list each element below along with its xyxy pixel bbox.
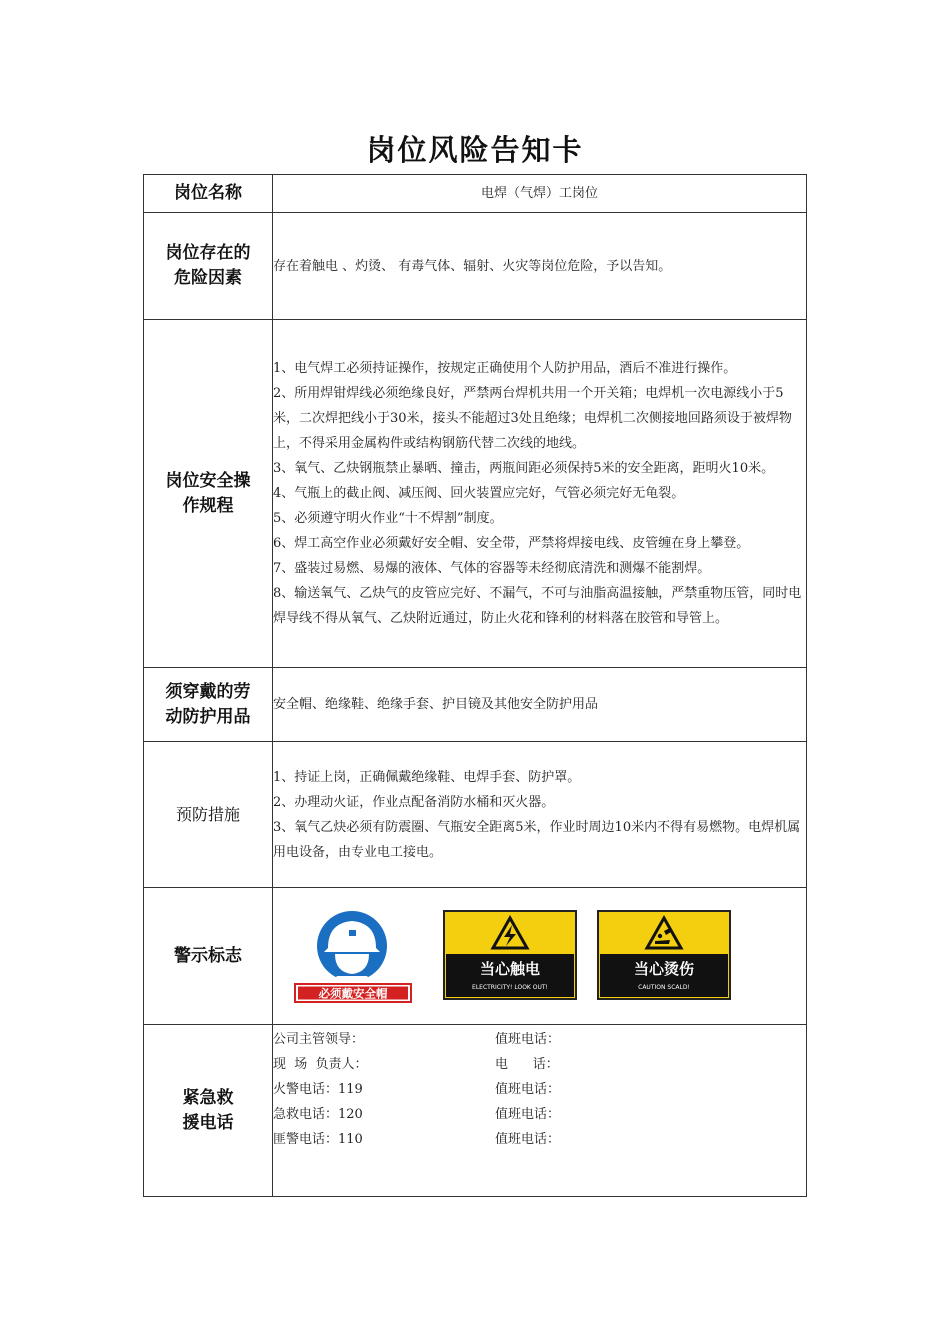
row-hazards [144, 213, 807, 320]
contact-right: 值班电话： [495, 1132, 561, 1147]
prevention-item: 2、办理动火证，作业点配备消防水桶和灭火器。 [273, 794, 555, 810]
contact-row [273, 1127, 806, 1152]
procedure-item: 6、焊工高空作业必须戴好安全帽、安全带，严禁将焊接电线、皮管缠在身上攀登。 [273, 536, 750, 551]
prevention-item: 1、持证上岗，正确佩戴绝缘鞋、电焊手套、防护罩。 [273, 769, 581, 785]
prevention-label [144, 742, 273, 888]
procedure-item: 8、输送氧气、乙炔气的皮管应完好、不漏气，不可与油脂高温接触，严禁重物压管，同时电焊导线不得从氧气、乙炔附近通过，防止火花和锋利的材料落在胶管和导管上。 [273, 586, 802, 626]
prevention-label-text: 预防措施 [175, 805, 240, 824]
ppe-label [144, 668, 273, 742]
scald-sign-text: 当心烫伤 [633, 960, 695, 978]
emergency-label-text: 紧急救援电话 [182, 1087, 234, 1133]
job-name-label [144, 175, 273, 213]
signs-value [273, 888, 807, 1025]
contact-row [273, 1027, 806, 1052]
page-title: 岗位风险告知卡 [366, 133, 584, 167]
shock-sign-subtext: ELECTRICITY! LOOK OUT! [472, 984, 548, 991]
row-ppe [144, 668, 807, 742]
contact-left: 公司主管领导： [273, 1032, 365, 1047]
contact-left: 急救电话：120 [273, 1107, 363, 1122]
row-job-name [144, 175, 807, 213]
procedures-label [144, 320, 273, 668]
hazards-label-text: 岗位存在的危险因素 [165, 243, 251, 288]
scald-sign-subtext: CAUTION SCALD! [638, 984, 690, 991]
procedure-item: 1、电气焊工必须持证操作，按规定正确使用个人防护用品，酒后不准进行操作。 [273, 361, 737, 376]
contact-left: 现 场 负责人： [273, 1057, 368, 1072]
emergency-label [144, 1025, 273, 1197]
procedure-item: 2、所用焊钳焊线必须绝缘良好，严禁两台焊机共用一个开关箱；电焊机一次电源线小于5米，二次焊把线小于30米，接头不能超过3处且绝缘；电焊机二次侧接地回路须设于被焊物上，不得采用金属构件或结构钢筋代替二次线的地线。 [273, 386, 792, 451]
procedure-item: 4、气瓶上的截止阀、减压阀、回火装置应完好，气管必须完好无龟裂。 [273, 486, 685, 501]
hazards-label [144, 213, 273, 320]
risk-notice-table [143, 174, 807, 1197]
scald-icon [658, 934, 662, 938]
procedure-item: 7、盛装过易燃、易爆的液体、气体的容器等未经彻底清洗和测爆不能割焊。 [273, 561, 711, 576]
contact-row [273, 1052, 806, 1077]
row-emergency [144, 1025, 807, 1197]
electric-shock-sign [443, 910, 577, 1002]
job-name-value: 电焊（气焊）工岗位 [273, 175, 807, 213]
helmet-sign-text: 必须戴安全帽 [318, 986, 388, 1001]
row-prevention [144, 742, 807, 888]
ppe-value: 安全帽、绝缘鞋、绝缘手套、护目镜及其他安全防护用品 [273, 668, 807, 742]
contact-left: 匪警电话：110 [273, 1132, 363, 1147]
procedure-item: 3、氧气、乙炔钢瓶禁止暴晒、撞击，两瓶间距必须保持5米的安全距离，距明火10米。 [273, 461, 775, 476]
job-name-label-text: 岗位名称 [174, 183, 242, 203]
signs-label [144, 888, 273, 1025]
contact-row [273, 1102, 806, 1127]
contact-right: 电 话： [495, 1057, 559, 1072]
contact-right: 值班电话： [495, 1107, 561, 1122]
procedures-value [273, 320, 807, 668]
procedures-label-text: 岗位安全操作规程 [165, 470, 251, 516]
contact-left: 火警电话：119 [273, 1082, 363, 1097]
shock-sign-text: 当心触电 [479, 960, 541, 978]
signs-label-text: 警示标志 [174, 945, 242, 966]
prevention-item: 3、氧气乙炔必须有防震圈、气瓶安全距离5米，作业时周边10米内不得有易燃物。电焊机属用电设备，由专业电工接电。 [273, 819, 801, 860]
procedure-item: 5、必须遵守明火作业“十不焊割”制度。 [273, 511, 503, 526]
prevention-value [273, 742, 807, 888]
emergency-value [273, 1025, 807, 1197]
hazards-value: 存在着触电 、灼烫、 有毒气体、辐射、火灾等岗位危险，予以告知。 [273, 213, 807, 320]
row-procedures [144, 320, 807, 668]
wear-helmet-sign [293, 908, 413, 1004]
contact-row [273, 1077, 806, 1102]
row-signs [144, 888, 807, 1025]
contact-right: 值班电话： [495, 1032, 561, 1047]
contact-right: 值班电话： [495, 1082, 561, 1097]
ppe-label-text: 须穿戴的劳动防护用品 [165, 681, 251, 727]
scald-warning-sign [597, 910, 731, 1002]
